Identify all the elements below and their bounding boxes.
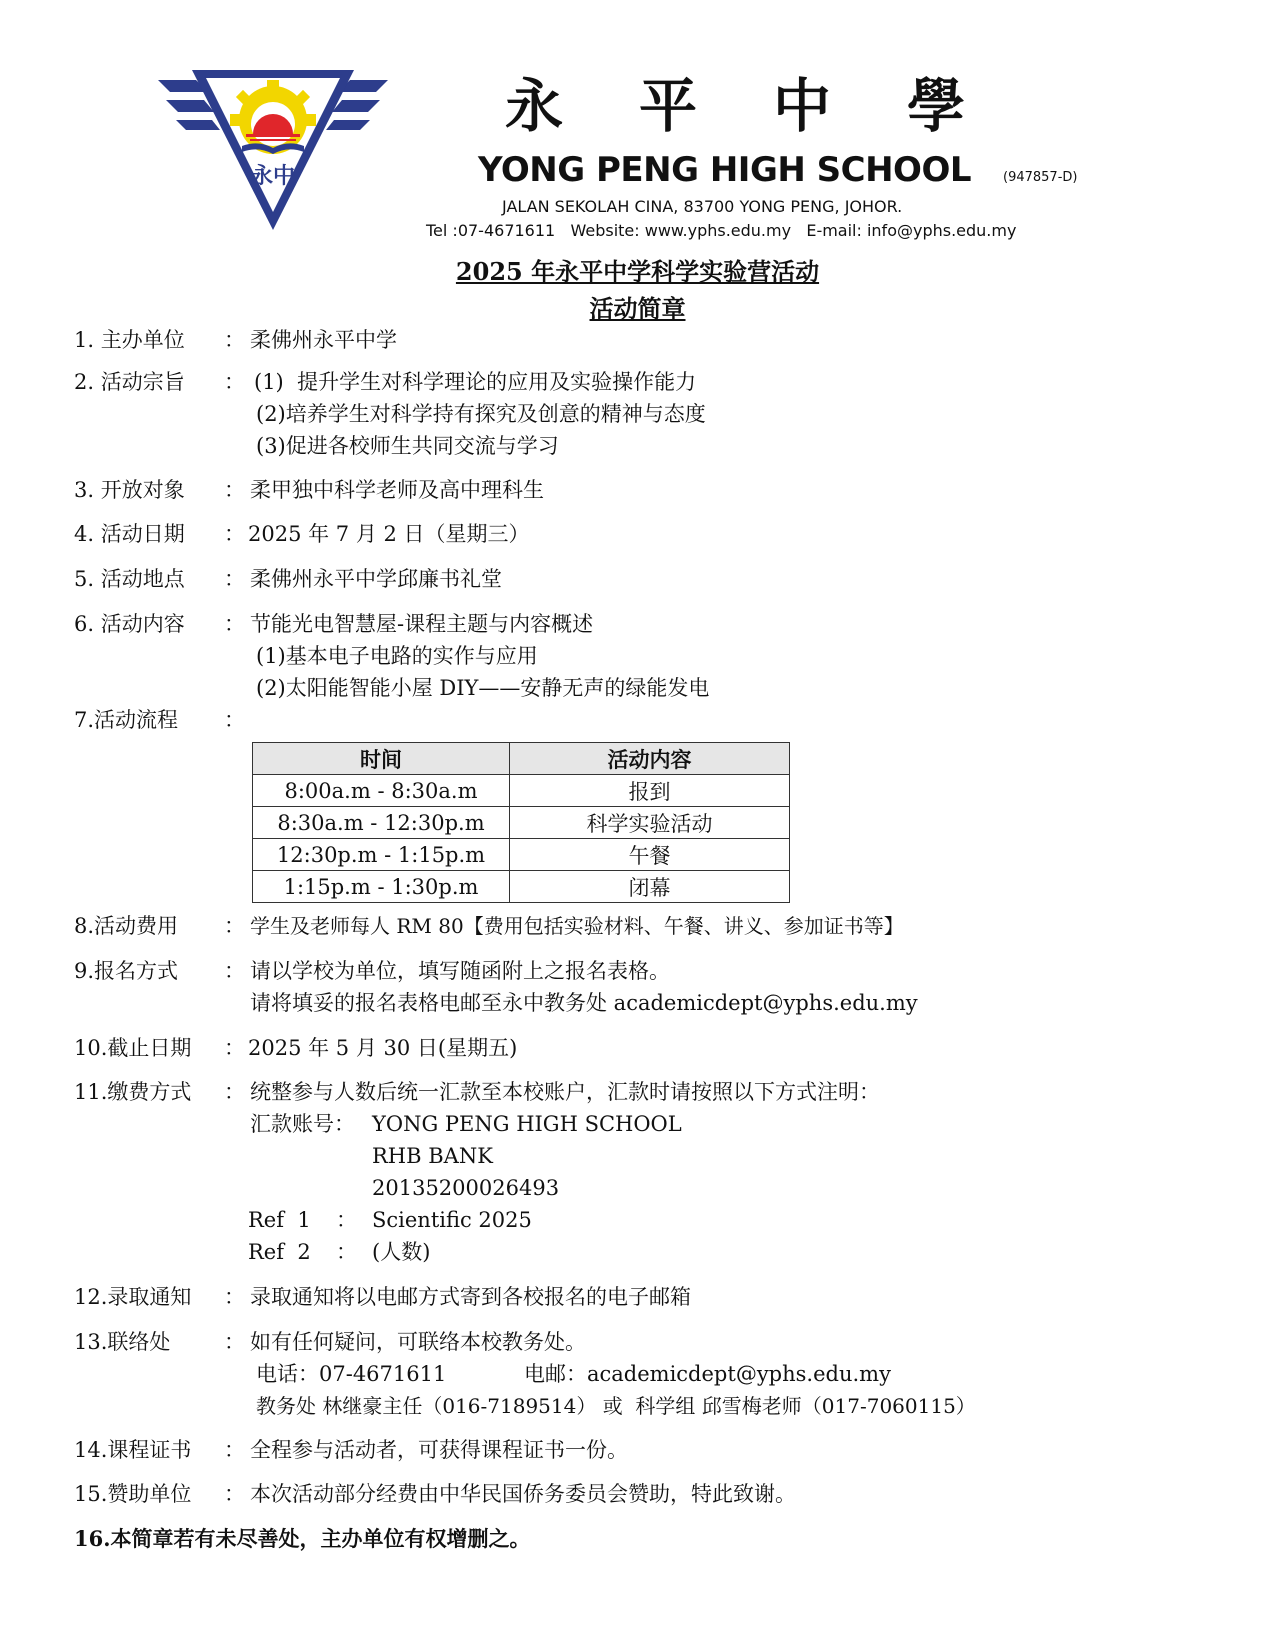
table-row: [253, 775, 790, 807]
item-colon: ：: [224, 1080, 245, 1104]
item-label: 9.报名方式: [74, 959, 179, 983]
item-label: 8.活动费用: [74, 914, 179, 938]
school-name-char: 中: [772, 72, 831, 140]
contact-email: 电邮：academicdept@yphs.edu.my: [524, 1362, 891, 1386]
ref1-label: Ref 1: [248, 1208, 311, 1232]
deadline-value: 2025 年 5 月 30 日(星期五): [248, 1036, 518, 1060]
purpose-line: (3)促进各校师生共同交流与学习: [256, 434, 559, 458]
table-row: [253, 871, 790, 903]
document-subtitle: 活动简章: [589, 294, 686, 323]
date-value: 2025 年 7 月 2 日（星期三）: [248, 522, 530, 546]
table-cell: 8:30a.m - 12:30p.m: [253, 807, 510, 839]
document-title: 2025 年永平中学科学实验营活动: [455, 257, 820, 286]
column-header-time: 时间: [253, 743, 510, 775]
venue-value: 柔佛州永平中学邱廉书礼堂: [250, 567, 502, 591]
school-logo: [158, 68, 388, 238]
item-colon: ：: [224, 1285, 245, 1309]
item-label: 13.联络处: [74, 1330, 171, 1354]
table-cell: 午餐: [510, 839, 790, 871]
ref2-colon: ：: [336, 1240, 357, 1264]
contact-intro: 如有任何疑问，可联络本校教务处。: [250, 1330, 586, 1354]
account-line: 20135200026493: [372, 1176, 560, 1200]
table-header-row: [253, 743, 790, 775]
item-label: 14.课程证书: [74, 1438, 192, 1462]
item-label: 7.活动流程: [74, 708, 179, 732]
ref2-value: (人数): [372, 1240, 431, 1264]
certificate-value: 全程参与活动者，可获得课程证书一份。: [250, 1438, 628, 1462]
school-address: JALAN SEKOLAH CINA, 83700 YONG PENG, JOHOR.: [502, 197, 903, 216]
school-name-char: 平: [638, 72, 697, 140]
school-name-cn: [505, 72, 965, 140]
ref2-label: Ref 2: [248, 1240, 311, 1264]
item-label: 11.缴费方式: [74, 1080, 192, 1104]
notice-value: 录取通知将以电邮方式寄到各校报名的电子邮箱: [250, 1285, 691, 1309]
purpose-line: (1) 提升学生对科学理论的应用及实验操作能力: [254, 370, 697, 394]
schedule-table: [252, 742, 790, 903]
fee-value: 学生及老师每人 RM 80【费用包括实验材料、午餐、讲义、参加证书等】: [250, 914, 904, 938]
school-name-char: 學: [906, 72, 965, 140]
account-line: YONG PENG HIGH SCHOOL: [372, 1112, 682, 1136]
item-colon: ：: [224, 370, 245, 394]
content-line: 节能光电智慧屋-课程主题与内容概述: [250, 612, 594, 636]
item-colon: ：: [224, 478, 245, 502]
item-colon: ：: [224, 612, 245, 636]
item-label: 1. 主办单位: [74, 328, 185, 352]
audience-value: 柔甲独中科学老师及高中理科生: [250, 478, 544, 502]
item-label: 10.截止日期: [74, 1036, 192, 1060]
table-cell: 闭幕: [510, 871, 790, 903]
item-colon: ：: [224, 567, 245, 591]
table-cell: 科学实验活动: [510, 807, 790, 839]
item-colon: ：: [224, 959, 245, 983]
table-cell: 报到: [510, 775, 790, 807]
item-label: 4. 活动日期: [74, 522, 185, 546]
item-label: 5. 活动地点: [74, 567, 185, 591]
school-contact: Tel :07-4671611 Website: www.yphs.edu.my E-mail: info@yphs.edu.my: [426, 221, 1017, 240]
table-row: [253, 839, 790, 871]
item-colon: ：: [224, 1036, 245, 1060]
item-label: 15.赞助单位: [74, 1482, 192, 1506]
closing-note: 16.本简章若有未尽善处，主办单位有权增删之。: [74, 1526, 531, 1551]
school-registration: (947857-D): [1003, 170, 1078, 185]
purpose-line: (2)培养学生对科学持有探究及创意的精神与态度: [256, 402, 706, 426]
column-header-activity: 活动内容: [510, 743, 790, 775]
sponsor-value: 本次活动部分经费由中华民国侨务委员会赞助，特此致谢。: [250, 1482, 796, 1506]
item-colon: ：: [224, 1482, 245, 1506]
content-line: (1)基本电子电路的实作与应用: [256, 644, 538, 668]
ref1-value: Scientific 2025: [372, 1208, 532, 1232]
item-label: 12.录取通知: [74, 1285, 192, 1309]
item-colon: ：: [224, 328, 245, 352]
school-name-char: 永: [505, 72, 564, 140]
logo-text: 永中: [250, 163, 296, 189]
ref1-colon: ：: [336, 1208, 357, 1232]
item-colon: ：: [224, 1330, 245, 1354]
registration-line: 请以学校为单位，填写随函附上之报名表格。: [250, 959, 670, 983]
contact-phone: 电话：07-4671611: [256, 1362, 447, 1386]
contact-people: 教务处 林继豪主任（016-7189514） 或 科学组 邱雪梅老师（017-7060115）: [256, 1394, 976, 1418]
table-row: [253, 807, 790, 839]
content-line: (2)太阳能智能小屋 DIY——安静无声的绿能发电: [256, 676, 710, 700]
account-line: RHB BANK: [372, 1144, 493, 1168]
payment-intro: 统整参与人数后统一汇款至本校账户，汇款时请按照以下方式注明：: [250, 1080, 880, 1104]
item-colon: ：: [224, 1438, 245, 1462]
item-colon: ：: [224, 708, 245, 732]
item-colon: ：: [224, 914, 245, 938]
organizer-value: 柔佛州永平中学: [250, 328, 397, 352]
table-cell: 8:00a.m - 8:30a.m: [253, 775, 510, 807]
item-colon: ：: [224, 522, 245, 546]
school-name-en: YONG PENG HIGH SCHOOL: [478, 150, 972, 190]
table-cell: 12:30p.m - 1:15p.m: [253, 839, 510, 871]
table-cell: 1:15p.m - 1:30p.m: [253, 871, 510, 903]
item-label: 2. 活动宗旨: [74, 370, 185, 394]
account-label: 汇款账号：: [250, 1112, 355, 1136]
item-label: 3. 开放对象: [74, 478, 185, 502]
registration-line: 请将填妥的报名表格电邮至永中教务处 academicdept@yphs.edu.my: [250, 991, 918, 1015]
item-label: 6. 活动内容: [74, 612, 185, 636]
